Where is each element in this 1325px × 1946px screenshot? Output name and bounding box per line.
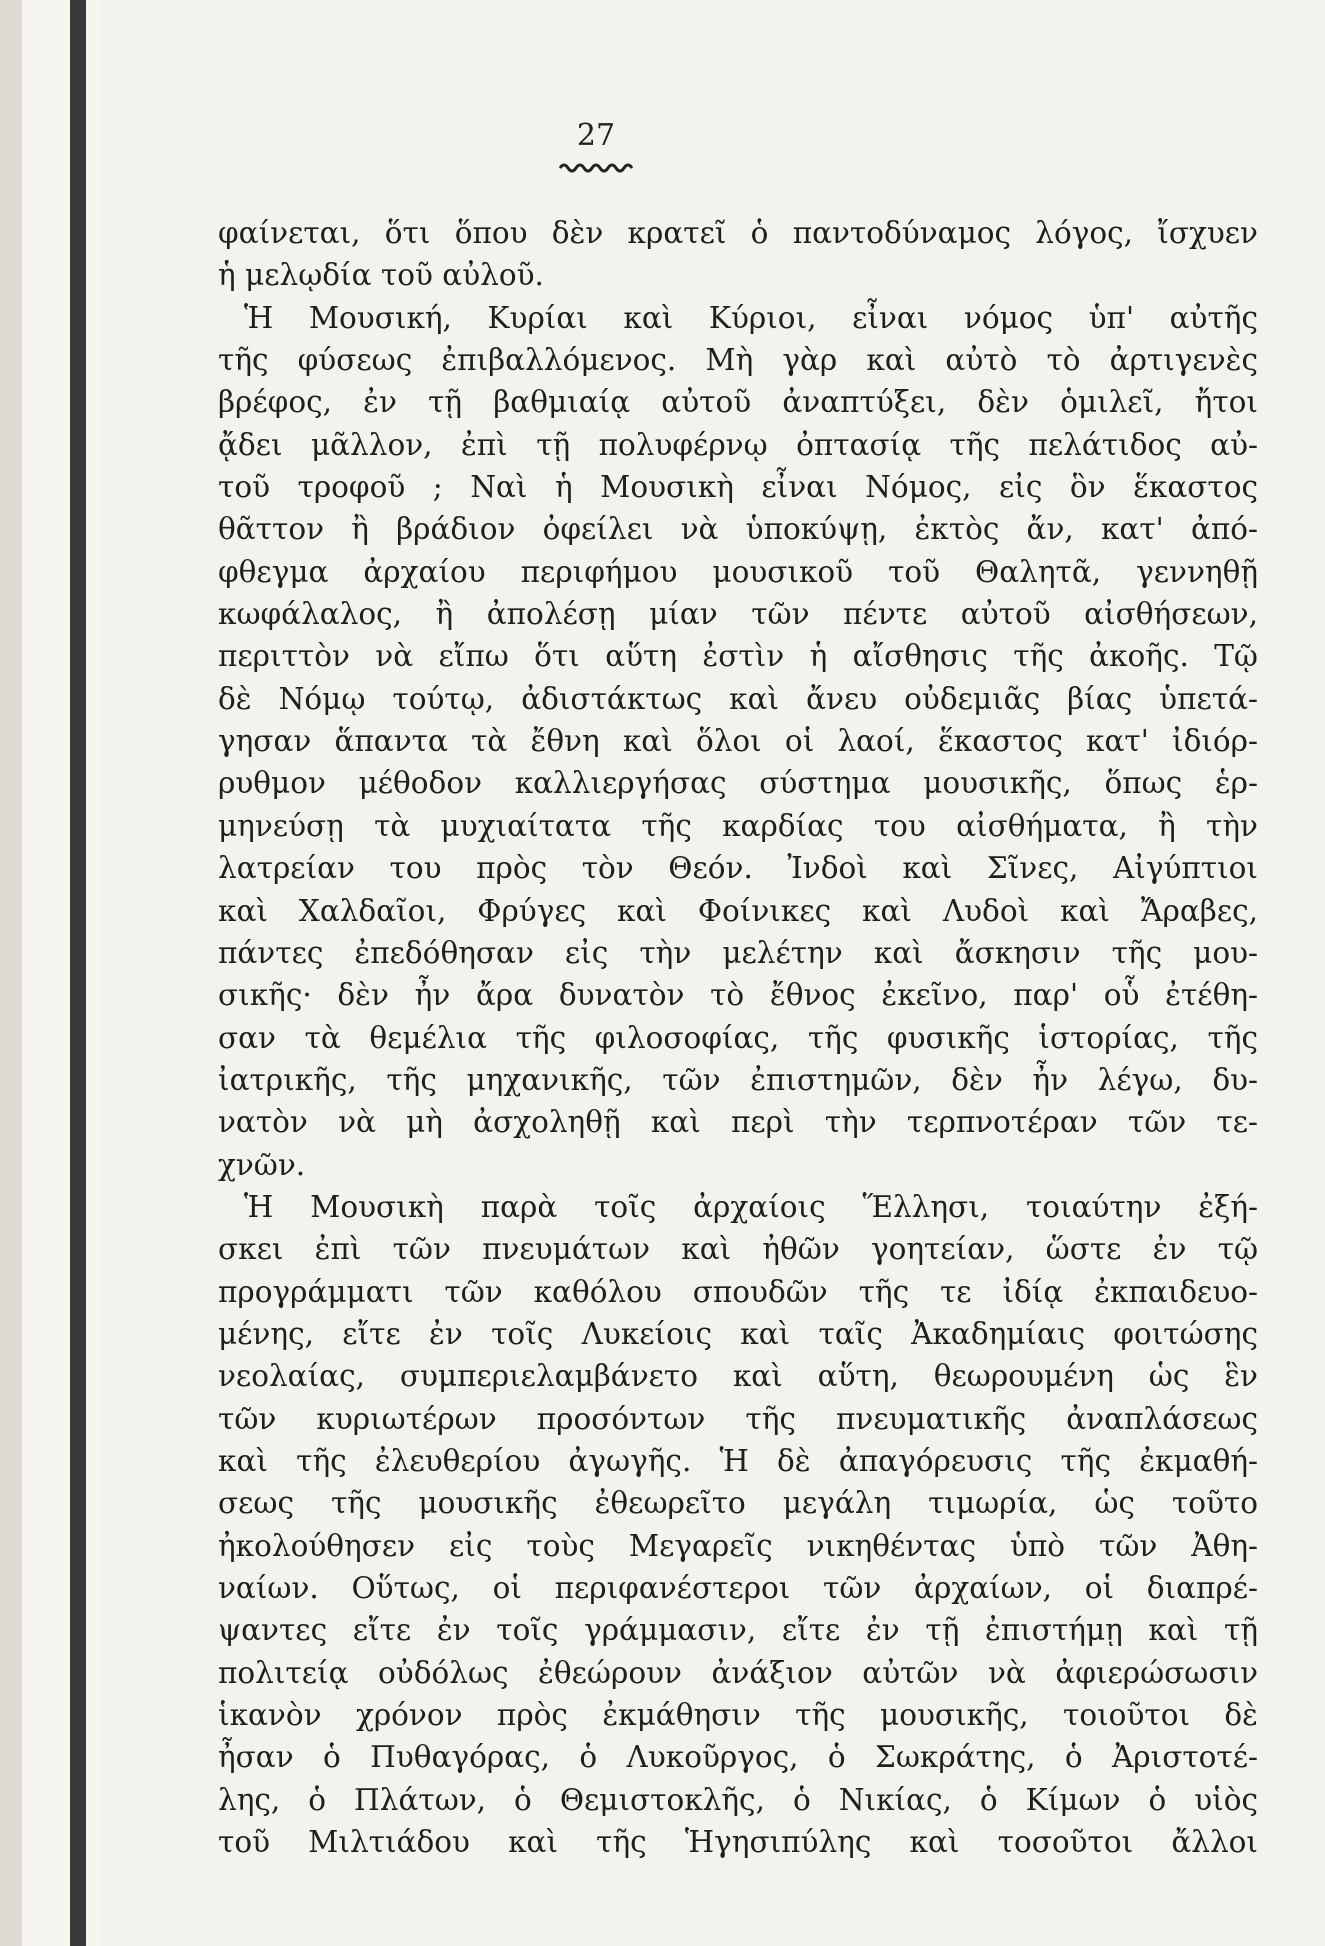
book-spine-shadow xyxy=(70,0,86,1946)
text-line: ψαντες εἴτε ἐν τοῖς γράμμασιν, εἴτε ἐν τῇ ἐπιστήμῃ καὶ τῇ xyxy=(218,1613,1258,1648)
book-binding-edge xyxy=(0,0,22,1946)
text-line: σαν τὰ θεμέλια τῆς φιλοσοφίας, τῆς φυσικῆς ἱστορίας, τῆς xyxy=(218,1020,1258,1055)
text-line: ἡ μελῳδία τοῦ αὐλοῦ. xyxy=(218,258,544,293)
text-line: Ἡ Μουσικὴ παρὰ τοῖς ἀρχαίοις Ἕλλησι, τοιαύτην ἐξή- xyxy=(244,1189,1258,1224)
text-line: φθεγμα ἀρχαίου περιφήμου μουσικοῦ τοῦ Θαλητᾶ, γεννηθῇ xyxy=(218,554,1258,589)
text-line: κωφάλαλος, ἢ ἀπολέσῃ μίαν τῶν πέντε αὐτοῦ αἰσθήσεων, xyxy=(218,597,1258,632)
text-line: ἰατρικῆς, τῆς μηχανικῆς, τῶν ἐπιστημῶν, δὲν ἦν λέγω, δυ- xyxy=(218,1062,1258,1097)
text-line: τοῦ τροφοῦ ; Ναὶ ἡ Μουσικὴ εἶναι Νόμος, εἰς ὃν ἕκαστος xyxy=(218,470,1258,505)
text-line: θᾶττον ἢ βράδιον ὀφείλει νὰ ὑποκύψῃ, ἐκτὸς ἄν, κατ' ἀπό- xyxy=(218,512,1258,547)
text-line: γησαν ἅπαντα τὰ ἔθνη καὶ ὅλοι οἱ λαοί, ἕκαστος κατ' ἰδιόρ- xyxy=(218,724,1258,759)
text-line: τοῦ Μιλτιάδου καὶ τῆς Ἡγησιπύλης καὶ τοσοῦτοι ἄλλοι xyxy=(218,1825,1258,1860)
text-line: καὶ Χαλδαῖοι, Φρύγες καὶ Φοίνικες καὶ Λυδοὶ καὶ Ἄραβες, xyxy=(218,893,1258,928)
text-line: σκει ἐπὶ τῶν πνευμάτων καὶ ἠθῶν γοητείαν, ὥστε ἐν τῷ xyxy=(218,1232,1258,1267)
text-line: μένης, εἴτε ἐν τοῖς Λυκείοις καὶ ταῖς Ἀκαδημίαις φοιτώσης xyxy=(218,1316,1258,1351)
text-line: νατὸν νὰ μὴ ἀσχοληθῇ καὶ περὶ τὴν τερπνοτέραν τῶν τε- xyxy=(218,1105,1258,1140)
text-line: φαίνεται, ὅτι ὅπου δὲν κρατεῖ ὁ παντοδύναμος λόγος, ἴσχυεν xyxy=(218,216,1258,250)
text-line: τῆς φύσεως ἐπιβαλλόμενος. Μὴ γὰρ καὶ αὐτὸ τὸ ἀρτιγενὲς xyxy=(218,343,1258,378)
text-line: καὶ τῆς ἐλευθερίου ἀγωγῆς. Ἡ δὲ ἀπαγόρευσις τῆς ἐκμαθή- xyxy=(218,1443,1258,1478)
text-line: χνῶν. xyxy=(218,1147,306,1182)
text-line: λης, ὁ Πλάτων, ὁ Θεμιστοκλῆς, ὁ Νικίας, ὁ Κίμων ὁ υἱὸς xyxy=(218,1782,1258,1817)
page-number: 27 xyxy=(576,118,616,153)
text-line: πολιτείᾳ οὐδόλως ἐθεώρουν ἀνάξιον αὐτῶν νὰ ἀφιερώσωσιν xyxy=(218,1655,1258,1690)
text-line: σεως τῆς μουσικῆς ἐθεωρεῖτο μεγάλη τιμωρία, ὡς τοῦτο xyxy=(218,1486,1258,1521)
text-line: δὲ Νόμῳ τούτῳ, ἀδιστάκτως καὶ ἄνευ οὐδεμιᾶς βίας ὑπετά- xyxy=(218,681,1258,716)
text-line: νεολαίας, συμπεριελαμβάνετο καὶ αὕτη, θεωρουμένη ὡς ἓν xyxy=(218,1359,1258,1394)
text-line: βρέφος, ἐν τῇ βαθμιαίᾳ αὐτοῦ ἀναπτύξει, δὲν ὁμιλεῖ, ἤτοι xyxy=(218,385,1258,420)
text-line: ἠκολούθησεν εἰς τοὺς Μεγαρεῖς νικηθέντας ὑπὸ τῶν Ἀθη- xyxy=(218,1528,1258,1563)
text-line: ρυθμον μέθοδον καλλιεργήσας σύστημα μουσικῆς, ὅπως ἑρ- xyxy=(218,766,1258,801)
text-line: περιττὸν νὰ εἴπω ὅτι αὕτη ἐστὶν ἡ αἴσθησις τῆς ἀκοῆς. Τῷ xyxy=(218,639,1258,674)
text-line: ᾄδει μᾶλλον, ἐπὶ τῇ πολυφέρνῳ ὀπτασίᾳ τῆς πελάτιδος αὐ- xyxy=(218,427,1258,462)
text-line: λατρείαν του πρὸς τὸν Θεόν. Ἰνδοὶ καὶ Σῖνες, Αἰγύπτιοι xyxy=(218,851,1258,886)
text-line: τῶν κυριωτέρων προσόντων τῆς πνευματικῆς ἀναπλάσεως xyxy=(218,1401,1258,1436)
text-line: ἱκανὸν χρόνον πρὸς ἐκμάθησιν τῆς μουσικῆς, τοιοῦτοι δὲ xyxy=(218,1698,1258,1733)
body-text xyxy=(218,212,1258,1863)
text-line: πάντες ἐπεδόθησαν εἰς τὴν μελέτην καὶ ἄσκησιν τῆς μου- xyxy=(218,935,1258,970)
text-line: ναίων. Οὕτως, οἱ περιφανέστεροι τῶν ἀρχαίων, οἱ διαπρέ- xyxy=(218,1571,1258,1605)
text-line: προγράμματι τῶν καθόλου σπουδῶν τῆς τε ἰδίᾳ ἐκπαιδευο- xyxy=(218,1274,1258,1309)
text-line: μηνεύσῃ τὰ μυχιαίτατα τῆς καρδίας του αἰσθήματα, ἢ τὴν xyxy=(218,808,1258,843)
text-line: Ἡ Μουσική, Κυρίαι καὶ Κύριοι, εἶναι νόμος ὑπ' αὐτῆς xyxy=(244,300,1258,335)
wavy-rule-ornament xyxy=(558,160,634,176)
text-line: σικῆς· δὲν ἦν ἄρα δυνατὸν τὸ ἔθνος ἐκεῖνο, παρ' οὗ ἐτέθη- xyxy=(218,978,1258,1013)
text-line: ἦσαν ὁ Πυθαγόρας, ὁ Λυκοῦργος, ὁ Σωκράτης, ὁ Ἀριστοτέ- xyxy=(218,1740,1258,1775)
